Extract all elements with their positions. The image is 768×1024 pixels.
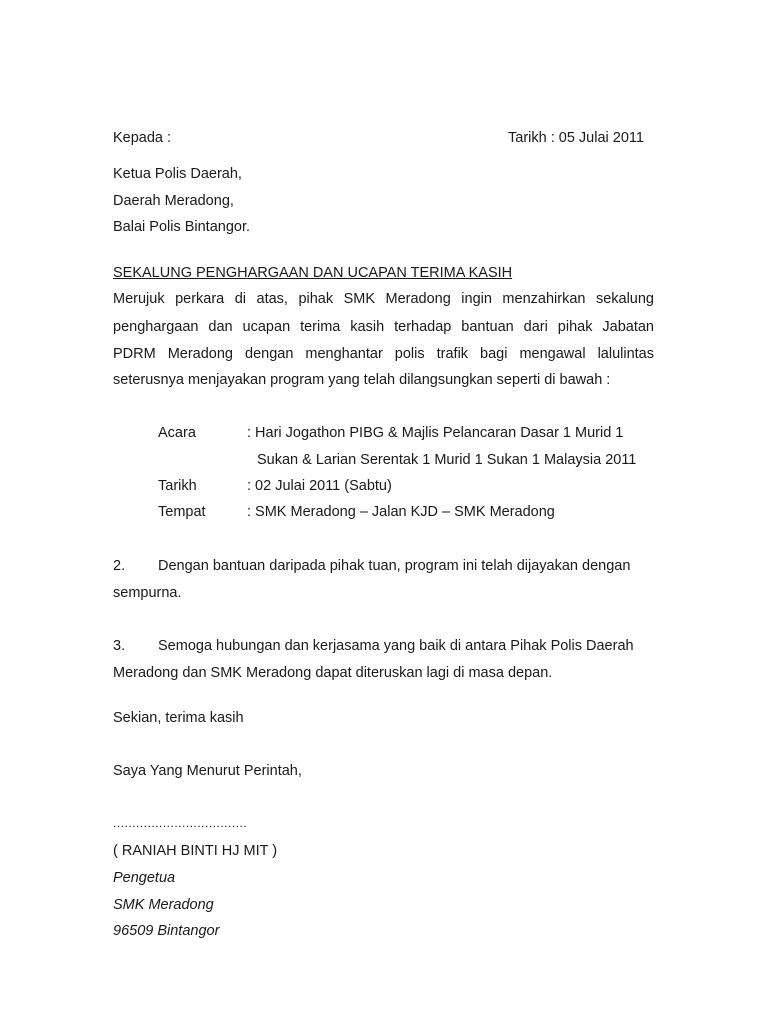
para2-number: 2. bbox=[113, 558, 126, 574]
venue-label: Tempat bbox=[158, 504, 206, 520]
event-date-value: : 02 Julai 2011 (Sabtu) bbox=[247, 478, 392, 494]
letter-date: Tarikh : 05 Julai 2011 bbox=[508, 130, 644, 146]
signatory-school: SMK Meradong bbox=[113, 897, 214, 913]
event-value-cont: Sukan & Larian Serentak 1 Murid 1 Sukan 1 Malaysia 2011 bbox=[257, 452, 637, 468]
para3-line: Meradong dan SMK Meradong dapat diteruskan lagi di masa depan. bbox=[113, 665, 553, 681]
recipient-line: Balai Polis Bintangor. bbox=[113, 219, 251, 235]
para2-line: Dengan bantuan daripada pihak tuan, program ini telah dijayakan dengan bbox=[158, 558, 631, 574]
closing-text: Sekian, terima kasih bbox=[113, 710, 244, 726]
signatory-name: ( RANIAH BINTI HJ MIT ) bbox=[113, 843, 278, 859]
to-label: Kepada : bbox=[113, 130, 172, 146]
recipient-line: Daerah Meradong, bbox=[113, 193, 234, 209]
para2-line: sempurna. bbox=[113, 585, 182, 601]
signatory-address: 96509 Bintangor bbox=[113, 923, 220, 939]
signoff-text: Saya Yang Menurut Perintah, bbox=[113, 763, 302, 779]
intro-line: Merujuk perkara di atas, pihak SMK Meradong ingin menzahirkan sekalung bbox=[113, 291, 654, 307]
venue-value: : SMK Meradong – Jalan KJD – SMK Meradong bbox=[247, 504, 555, 520]
intro-line: seterusnya menjayakan program yang telah dilangsungkan seperti di bawah : bbox=[113, 372, 611, 388]
signatory-title: Pengetua bbox=[113, 870, 176, 886]
event-value: : Hari Jogathon PIBG & Majlis Pelancaran Dasar 1 Murid 1 bbox=[247, 425, 624, 441]
intro-line: penghargaan dan ucapan terima kasih terhadap bantuan dari pihak Jabatan bbox=[113, 319, 654, 335]
para3-line: Semoga hubungan dan kerjasama yang baik di antara Pihak Polis Daerah bbox=[158, 638, 634, 654]
event-date-label: Tarikh bbox=[158, 478, 197, 494]
recipient-line: Ketua Polis Daerah, bbox=[113, 166, 242, 182]
event-label: Acara bbox=[158, 425, 196, 441]
intro-line: PDRM Meradong dengan menghantar polis trafik bagi mengawal lalulintas bbox=[113, 346, 654, 362]
subject-heading: SEKALUNG PENGHARGAAN DAN UCAPAN TERIMA KASIH bbox=[113, 265, 513, 281]
para3-number: 3. bbox=[113, 638, 126, 654]
signature-line: ................................... bbox=[113, 816, 248, 830]
